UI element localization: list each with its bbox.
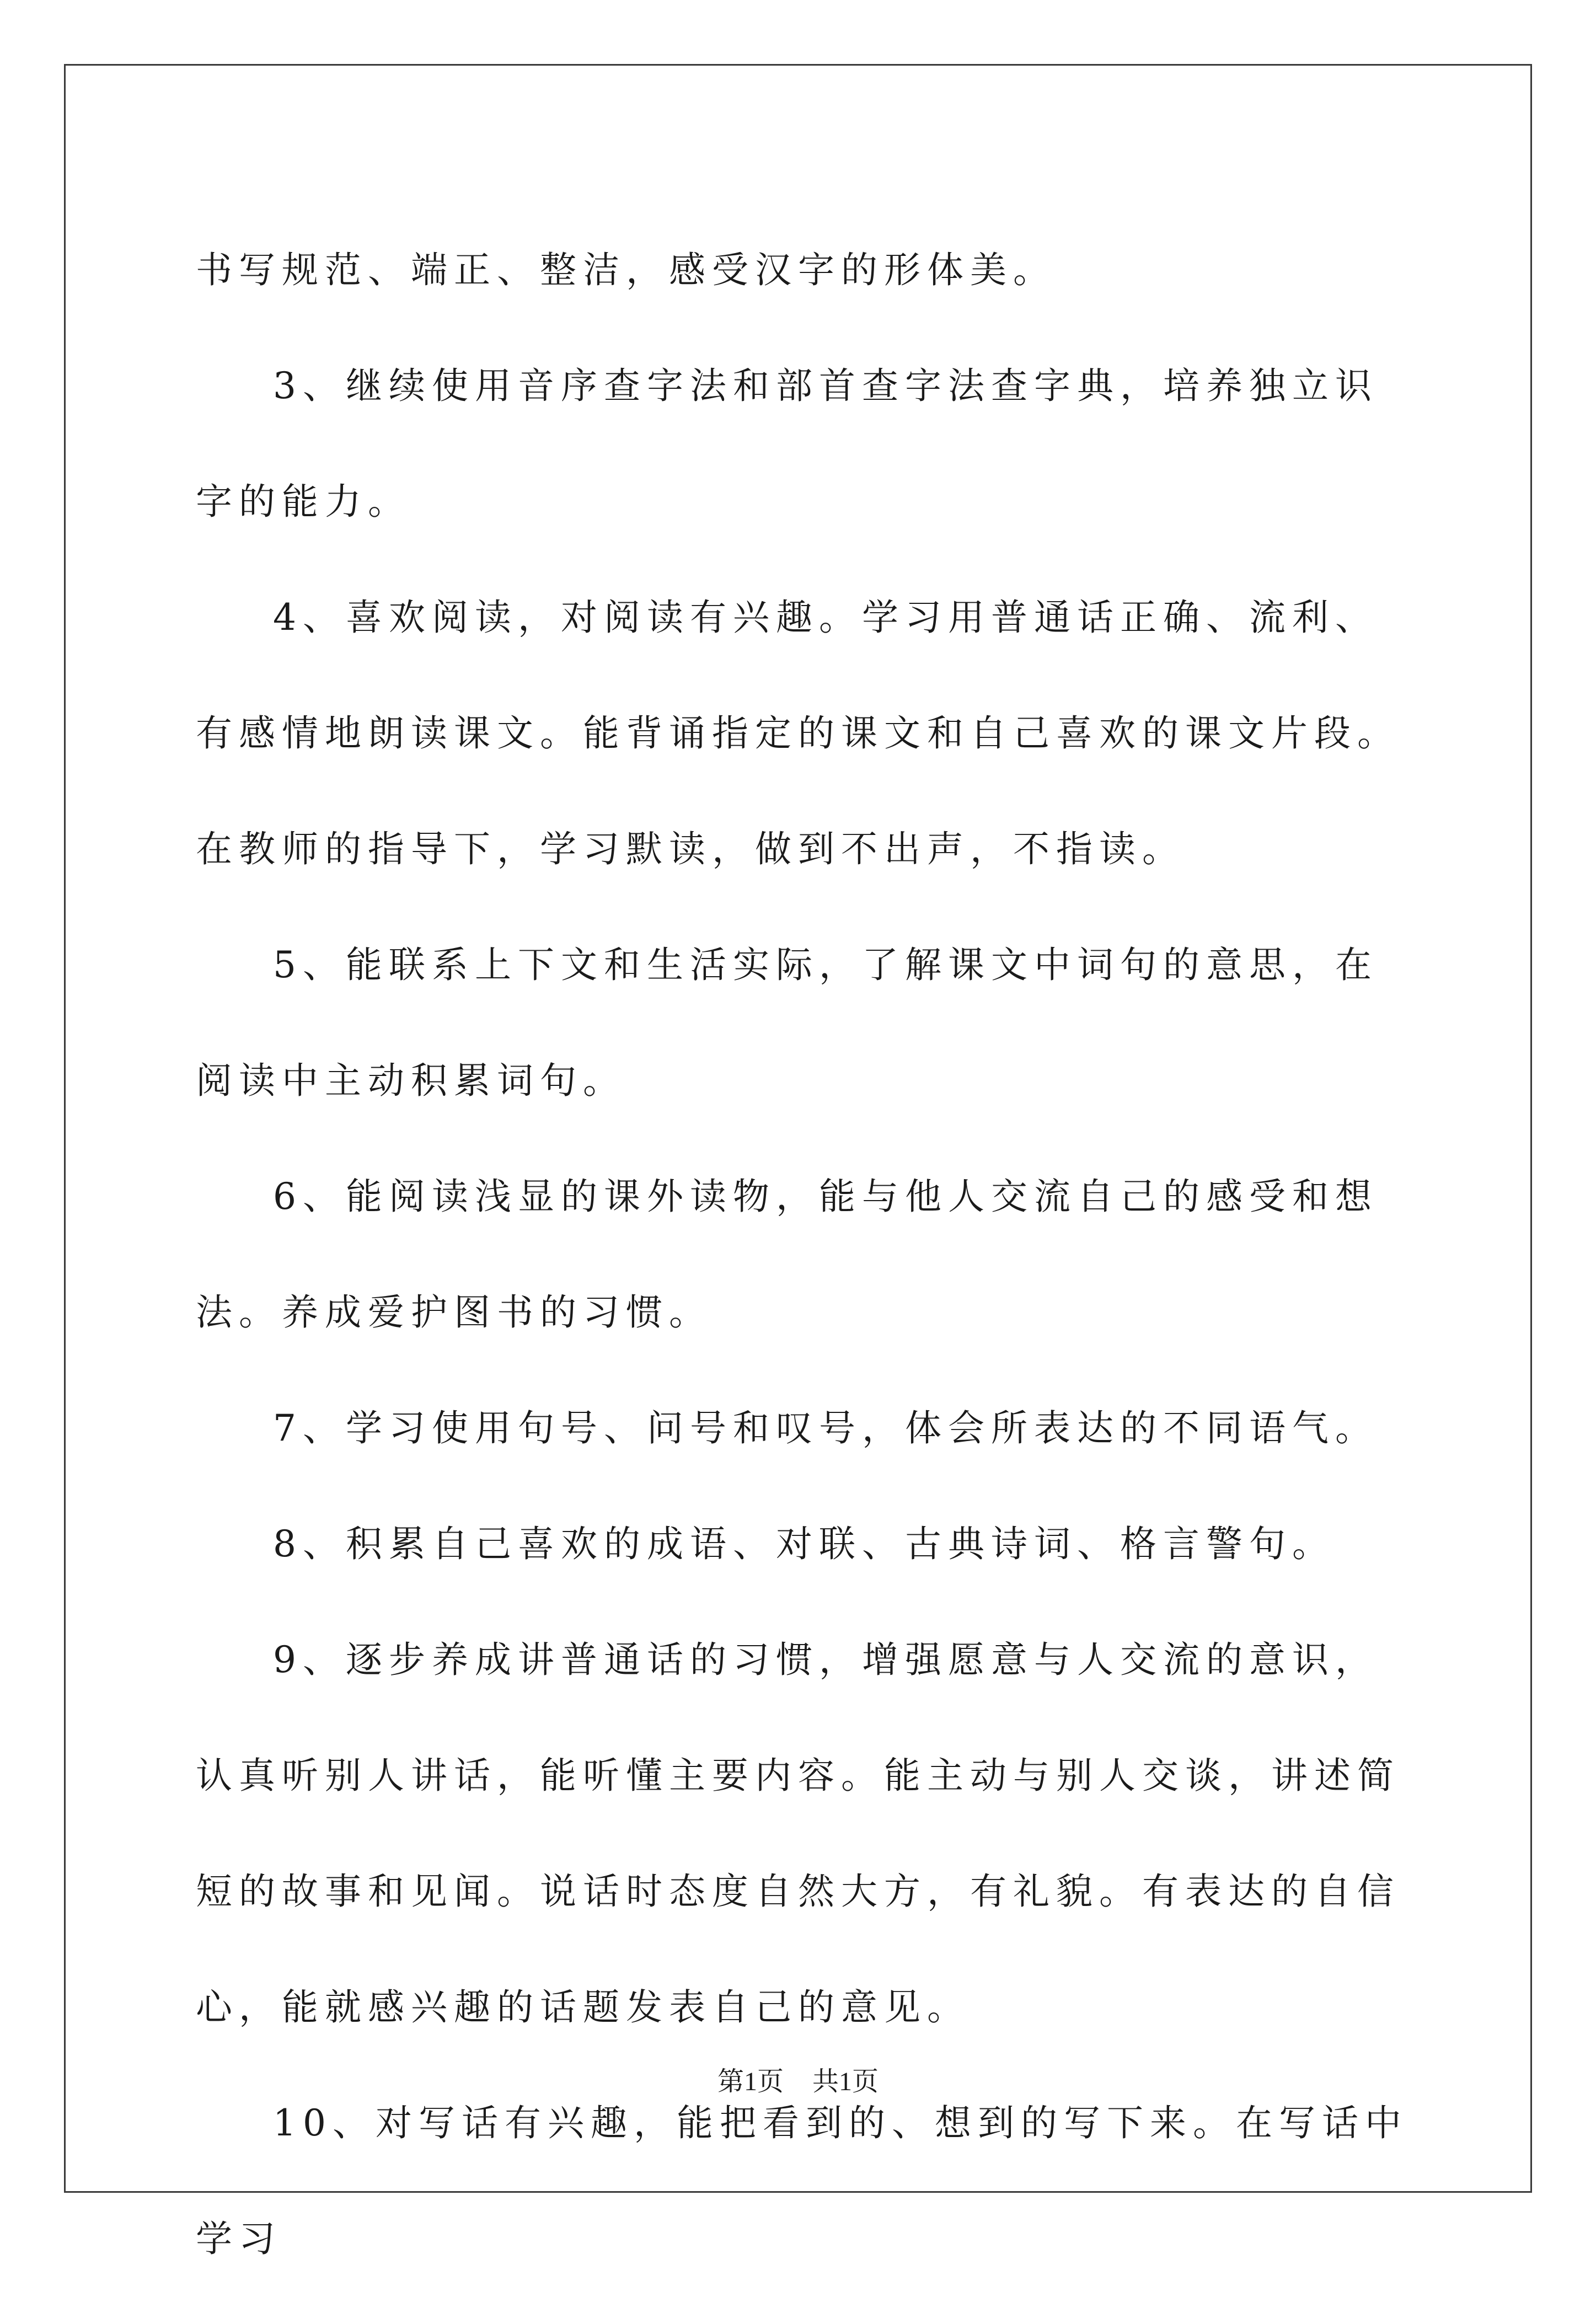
paragraph-item-3: 3、继续使用音序查字法和部首查字法查字典，培养独立识字的能力。	[196, 365, 1378, 523]
paragraph-item-4: 4、喜欢阅读，对阅读有兴趣。学习用普通话正确、流利、有感情地朗读课文。能背诵指定的课文和自己喜欢的课文片段。在教师的指导下，学习默读，做到不出声，不指读。	[196, 596, 1400, 870]
paragraph-item-7: 7、学习使用句号、问号和叹号，体会所表达的不同语气。	[273, 1407, 1378, 1449]
paragraph-item-8: 8、积累自己喜欢的成语、对联、古典诗词、格言警句。	[273, 1523, 1335, 1565]
page-footer	[0, 2060, 1596, 2098]
paragraph-item-9: 9、逐步养成讲普通话的习惯，增强愿意与人交流的意识，认真听别人讲话，能听懂主要内容。能主动与别人交谈，讲述简短的故事和见闻。说话时态度自然大方，有礼貌。有表达的自信心，能就感兴趣的话题发表自己的意见。	[196, 1639, 1400, 2028]
paragraph-item-6: 6、能阅读浅显的课外读物，能与他人交流自己的感受和想法。养成爱护图书的习惯。	[196, 1175, 1378, 1334]
paragraph-item-10: 10、对写话有兴趣，能把看到的、想到的写下来。在写话中学习	[196, 2102, 1408, 2260]
document-body	[196, 212, 1417, 2297]
paragraph-item-5: 5、能联系上下文和生活实际，了解课文中词句的意思，在阅读中主动积累词句。	[196, 944, 1378, 1102]
page-number: 第1页	[717, 2067, 784, 2096]
page-total: 共1页	[812, 2067, 879, 2096]
paragraph-continuation: 书写规范、端正、整洁，感受汉字的形体美。	[196, 249, 1056, 291]
